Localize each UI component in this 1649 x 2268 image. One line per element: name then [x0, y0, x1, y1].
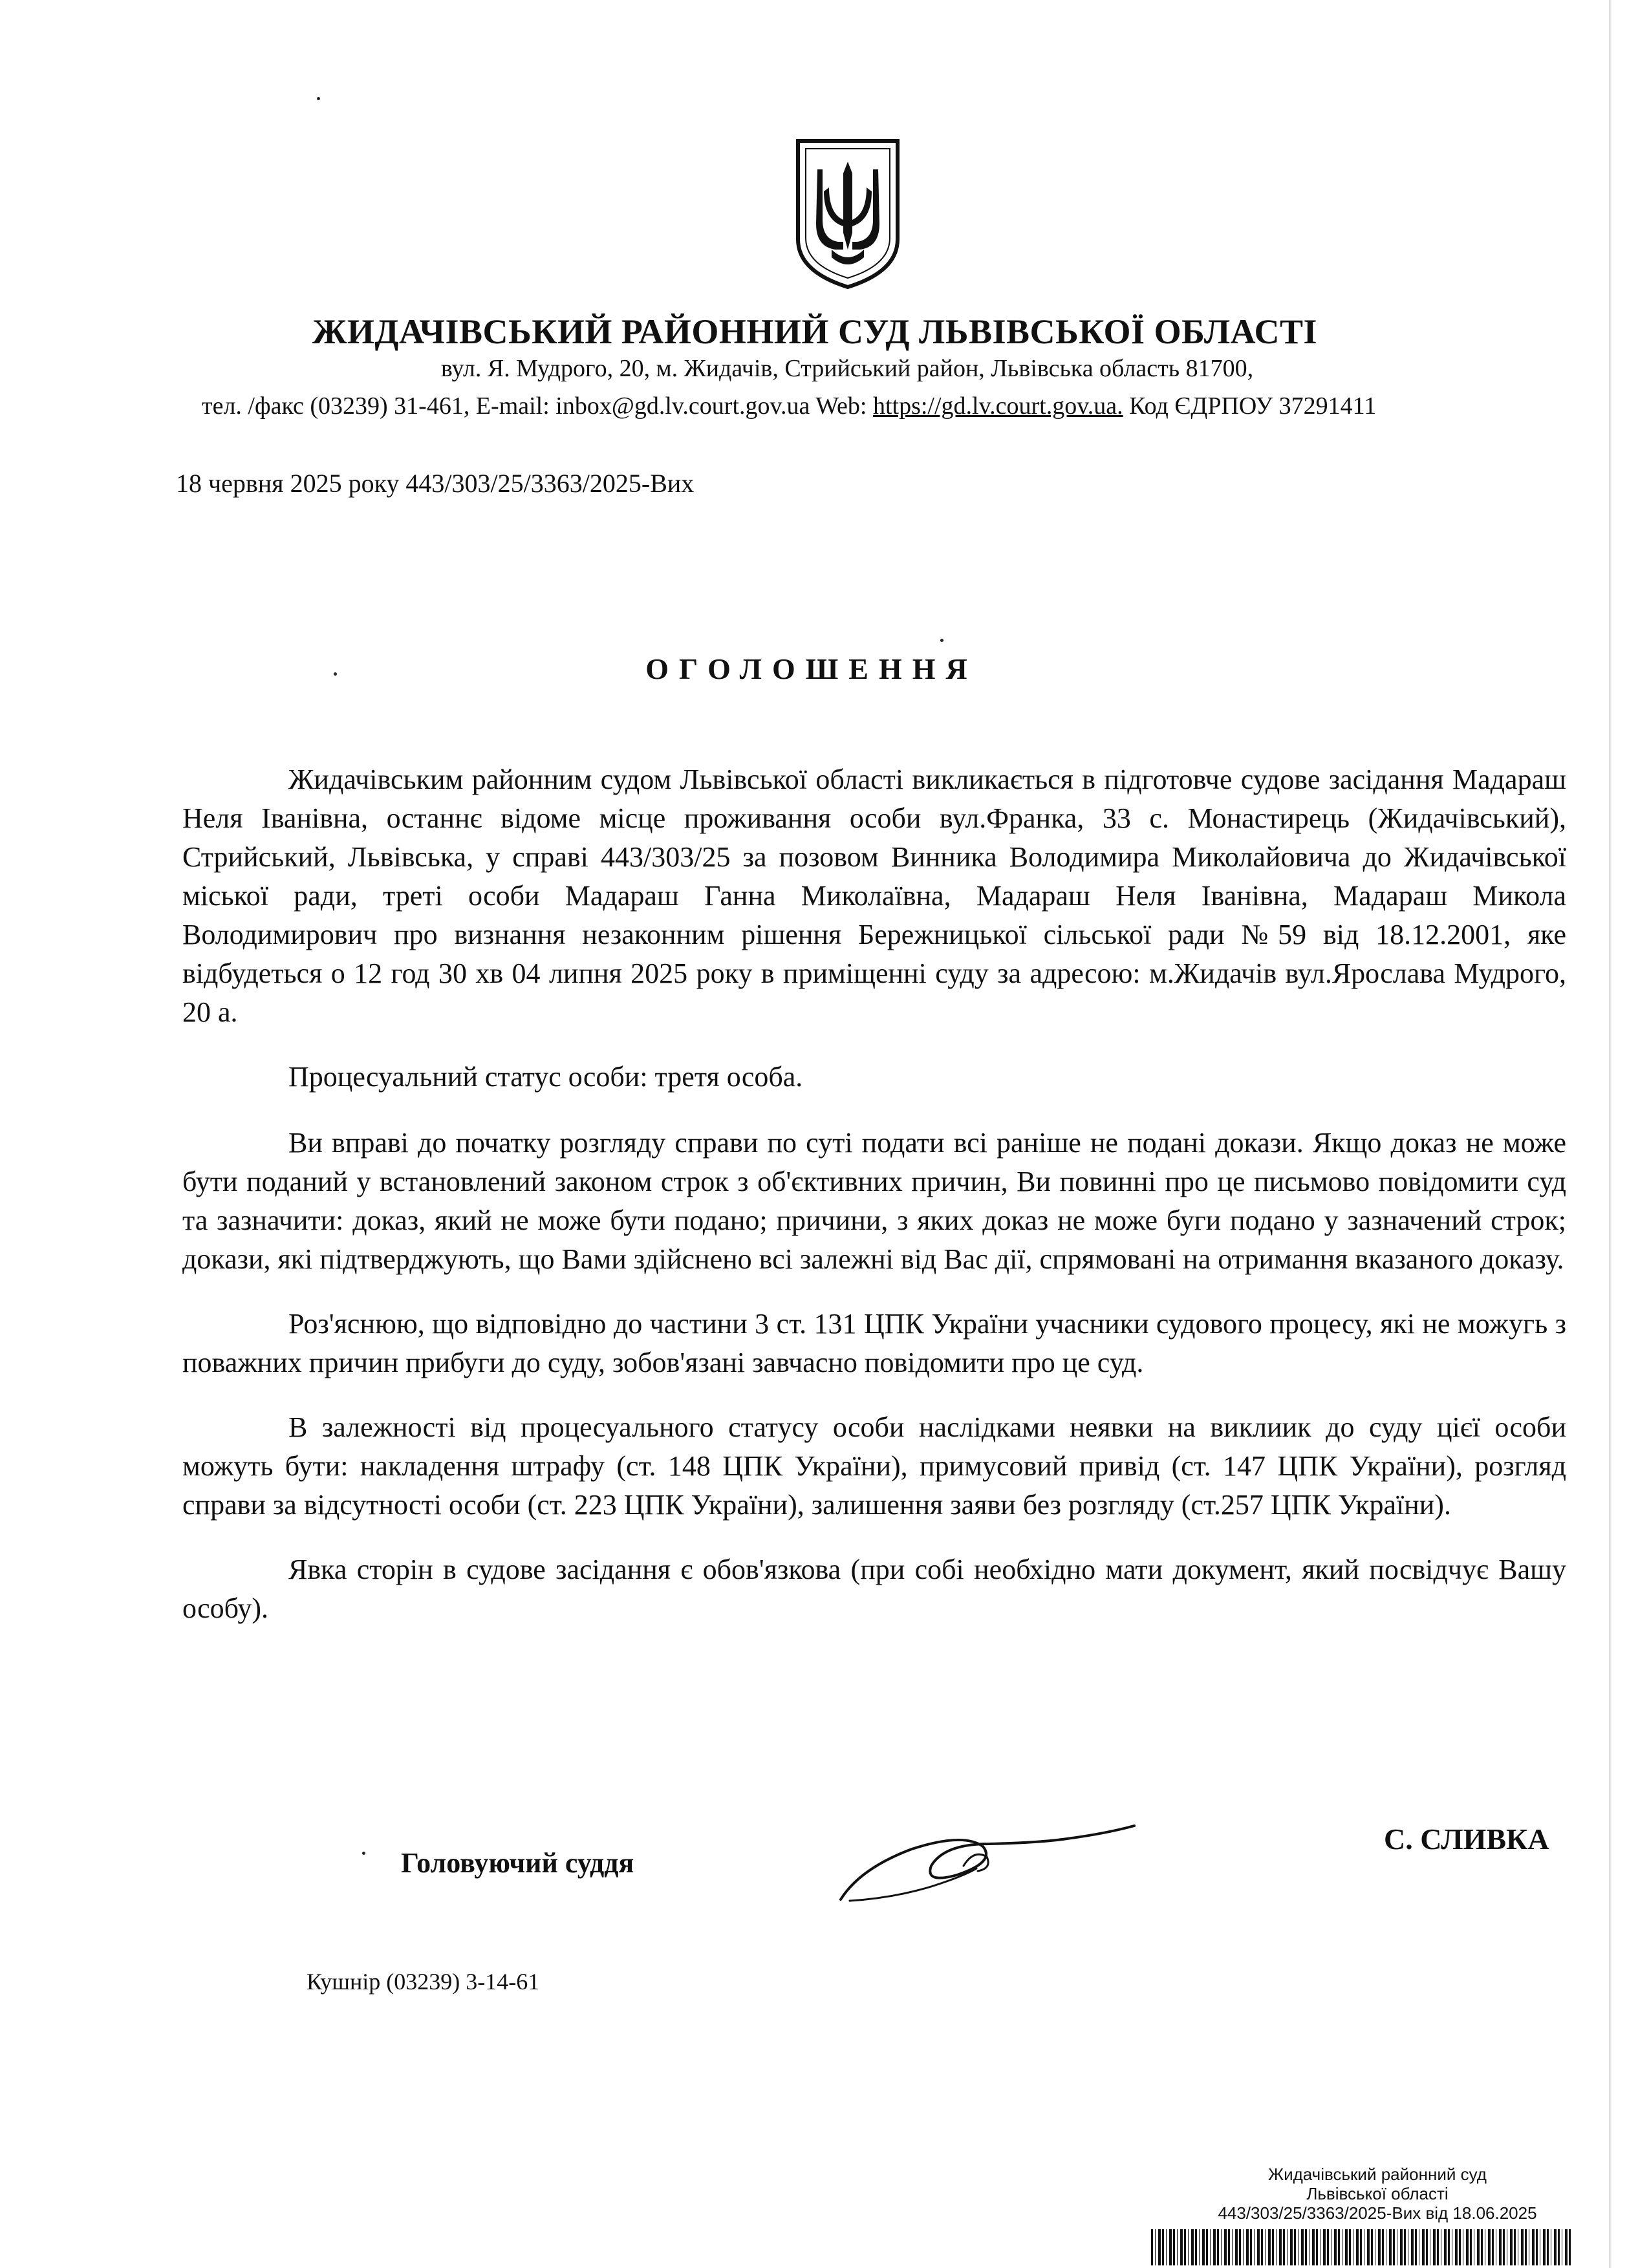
- notice-paragraph: Роз'яснюю, що відповідно до частини 3 ст. 131 ЦПК України учасники судового процесу, які не можугь з поважних причин прибуги до суду, зобов'язані завчасно повідомити про це суд.: [182, 1308, 1566, 1378]
- scan-speck: [940, 639, 943, 642]
- scan-page-edge: [1609, 0, 1611, 2268]
- presiding-judge-label: Головуючий суддя: [401, 1847, 634, 1879]
- consequences-paragraph: В залежності від процесуального статусу особи наслідками неявки на виклиик до суду цієї особи можуть бути: накладення штрафу (ст. 148 ЦПК України), примусовий привід (ст. 147 ЦПК України), розгляд справи за відсутності особи (ст. 223 ЦПК України), залишення заяви без розгляду (ст.257 ЦПК України).: [182, 1411, 1566, 1521]
- executor-contact: Кушнір (03239) 3-14-61: [307, 1969, 540, 1995]
- barcode-icon: [1151, 2229, 1571, 2265]
- contact-phone-email: тел. /факс (03239) 31-461, E-mail: inbox@gd.lv.court.gov.ua Web:: [202, 392, 873, 420]
- procedural-status-paragraph: Процесуальний статус особи: третя особа.: [288, 1061, 803, 1093]
- announcement-body: [182, 760, 1566, 1654]
- stamp-number-line: 443/303/25/3363/2025-Вих від 18.06.2025: [1218, 2203, 1537, 2223]
- evidence-paragraph: Ви вправі до початку розгляду справи по суті подати всі раніше не подані докази. Якщо доказ не може бути поданий у встановлений законом строк з об'єктивних причин, Ви повинні про це письмово повідомити суд та зазначити: доказ, який не може бути подано; причини, з яких доказ не може буги подано у зазначений строк; докази, які підтверджують, що Вами здійснено всі залежні від Вас дії, спрямовані на отримання вказаного доказу.: [182, 1127, 1566, 1275]
- court-website-link[interactable]: https://gd.lv.court.gov.ua.: [872, 392, 1123, 420]
- judge-name: С. СЛИВКА: [1384, 1823, 1549, 1856]
- edrpou-code: Код ЄДРПОУ 37291411: [1123, 392, 1377, 420]
- stamp-court-line: Жидачівський районний суд: [1268, 2165, 1487, 2184]
- registration-stamp: [1151, 2165, 1604, 2223]
- outgoing-reference: 18 червня 2025 року 443/303/25/3363/2025-Вих: [176, 469, 695, 498]
- scan-speck: [317, 97, 320, 100]
- court-contacts: [202, 392, 1508, 420]
- handwritten-signature-icon: [834, 1804, 1138, 1907]
- summons-paragraph: Жидачівським районним судом Львівської області викликається в підготовче судове засідання Мадараш Неля Іванівна, останнє відоме місце проживання особи вул.Франка, 33 с. Монастирець (Жидачівський), Стрийський, Львівська, у справі 443/303/25 за позовом Винника Володимира Миколайовича до Жидачівської міської ради, треті особи Мадараш Ганна Миколаївна, Мадараш Неля Іванівна, Мадараш Микола Володимирович про визнання незаконним рішення Бережницької сільської ради №59 від 18.12.2001, яке відбудеться о 12 год 30 хв 04 липня 2025 року в приміщенні суду за адресою: м.Жидачів вул.Ярослава Мудрого, 20 а.: [182, 764, 1566, 1028]
- scan-speck: [334, 672, 337, 676]
- document-heading: ОГОЛОШЕННЯ: [645, 652, 978, 685]
- scan-speck: [362, 1852, 365, 1855]
- court-name: ЖИДАЧІВСЬКИЙ РАЙОННИЙ СУД ЛЬВІВСЬКОЇ ОБЛАСТІ: [312, 312, 1317, 351]
- coat-of-arms-trident-icon: [793, 136, 903, 291]
- stamp-region-line: Львівської області: [1306, 2184, 1449, 2203]
- attendance-paragraph: Явка сторін в судове засідання є обов'язкова (при собі необхідно мати документ, який посвідчує Вашу особу).: [182, 1554, 1566, 1624]
- court-address: вул. Я. Мудрого, 20, м. Жидачів, Стрийський район, Львівська область 81700,: [440, 355, 1254, 382]
